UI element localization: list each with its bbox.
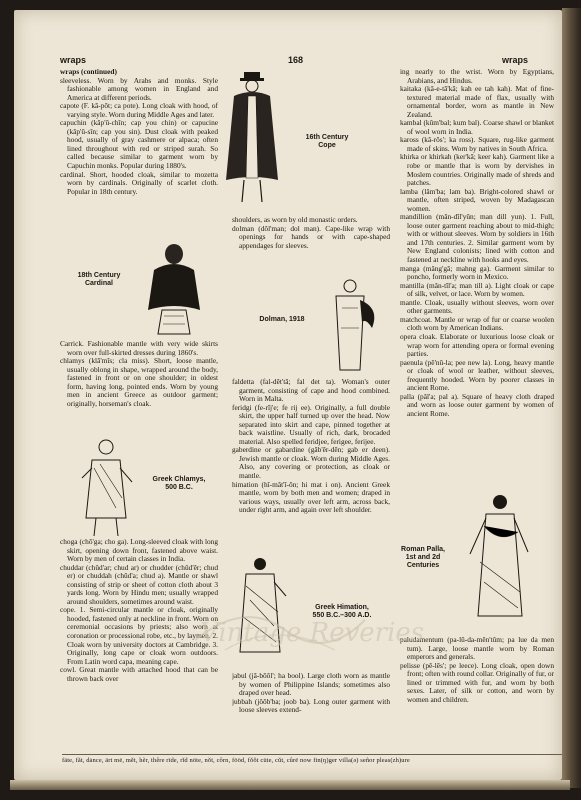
entry-opera-cloak: opera cloak. Elaborate or luxurious loose cloak or wrap worn for attending opera or formal evening parties. <box>400 331 554 359</box>
column-2-top <box>232 216 390 268</box>
entry-mandillion: mandillion (măn-dĭl'yŭn; man dill yun). 1. Full, loose outer garment reaching about to mid-thigh; with or without sleeves. Worn by soldiers in 16th and 17th centuries. 2. Similar garment worn by New England colonists; lined with cotton and fastened at neckline with hooks and eyes. <box>400 212 554 265</box>
entry-cowl: cowl. Great mantle with attached hood that can be thrown back over <box>60 665 218 683</box>
chlamys-illustration <box>70 438 140 538</box>
column-2-middle <box>232 378 390 562</box>
entry-choga: choga (chō'ga; cho ga). Long-sleeved cloak with long skirt, opening down front, fastened above waist. Worn by men of certain classes in India. <box>60 538 218 564</box>
entry-cowl-cont: shoulders, as worn by old monastic orders. <box>232 216 358 224</box>
book-page <box>14 10 562 780</box>
page-number: 168 <box>288 55 304 65</box>
entry-jabul: jabul (jā-bōōl'; ha bool). Large cloth worn as mantle by women of Philippine Islands; sometimes also draped over head. <box>232 672 390 698</box>
page-bottom-edge <box>10 780 570 790</box>
column-3-top <box>400 68 554 496</box>
caption-palla: Roman Palla, 1st and 2d Centuries <box>401 546 445 569</box>
entry-capuchin: capuchin (kăp'ū-chĭn; cap you chin) or capucine (kăp'ū-sĭn; cap you sin). Dust cloak with peaked hood, usually of gray cashmere or alpaca; often lined throughout with red or striped surah. So called because similar to garment worn by Capuchin monks. Popular during 1880's. <box>60 118 218 171</box>
entry-kambal: kambal (kŭm'bal; kum bal). Coarse shawl or blanket of wool worn in India. <box>400 118 554 136</box>
column-1-top <box>60 68 218 244</box>
caption-dolman: Dolman, 1918 <box>259 316 305 323</box>
book-spine-edge <box>562 8 581 788</box>
entry-capote: capote (F. kā-pōt; ca pote). Long cloak with hood, of varying style. Worn during Middle Ages and later. <box>60 101 218 119</box>
entry-matchcoat: matchcoat. Mantle or wrap of fur or coarse woolen cloth worn by American Indians. <box>400 314 554 333</box>
caption-chlamys: Greek Chlamys, 500 B.C. <box>152 476 206 491</box>
column-2-bottom <box>232 672 390 732</box>
dolman-illustration <box>316 278 386 378</box>
entry-text: sleeveless. Worn by Arabs and monks. Style fashionable among women in England and America at different periods. <box>60 75 218 102</box>
entry-pelisse: pelisse (pĕ-lēs'; pe leece). Long cloak, open down front; often with round collar. Originally of fur, or lined or trimmed with fur, and worn by both sexes. Later, of silk or cotton, and worn by women and children. <box>400 660 554 704</box>
entry-paenula: paenula (pē'nū-la; pee new la). Long, heavy mantle or cloak of wool or leather, without sleeves, frequently hooded. Worn by poorer classes in ancient Rome. <box>400 357 554 393</box>
entry-kaitaka: kaitaka (kā-e-tā'kā; kah ee tah kah). Mat of fine-textured material made of flax, usually with ornamental border, worn as mantle in New Zealand. <box>400 84 554 119</box>
column-1-middle <box>60 340 218 452</box>
entry-himation: himation (hĭ-măt'ĭ-ŏn; hi mat i on). Ancient Greek mantle, worn by both men and women; draped in various ways, usually over left arm, across back, under right arm, and again over left shoulder. <box>232 479 390 515</box>
entry-lamba: lamba (lăm'ba; lam ba). Bright-colored shawl or mantle, often striped, woven by Madagascan women. <box>400 186 554 213</box>
watermark-logo: Vintage Reveries <box>200 618 425 648</box>
entry-paludamentum: paludamentum (pa-lū-da-mĕn'tŭm; pa lue da men tum). Large, loose mantle worn by Roman emperors and generals. <box>400 636 554 662</box>
left-guide-word: wraps <box>60 55 87 65</box>
entry-palla: palla (păl'a; pal a). Square of heavy cloth draped and worn as loose outer garment by women of ancient Rome. <box>400 391 554 418</box>
entry-chlamys: chlamys (klā'mĭs; cla miss). Short, loose mantle, usually oblong in shape, wrapped around the body, fastened in front or on one shoulder; in oldest form, having long, pointed ends. Worn by young men in ancient Greece as outdoor garment; originally, horseman's cloak. <box>60 356 218 408</box>
cardinal-illustration <box>134 240 214 336</box>
entry-jubbah: jubbah (jŏŏb'ba; joob ba). Long outer garment with loose sleeves extend- <box>232 696 390 715</box>
column-3-bottom <box>400 636 554 748</box>
entry-mantle: mantle. Cloak, usually without sleeves, worn over other garments. <box>400 297 554 316</box>
entry-feridgi: feridgi (fe-rĭj'e; fe rij ee). Originally, a full double skirt, the upper half turned up over the head. Now separated into skirt and cape, pinned together at back waistline. Usually of rich, dark, brocaded material. Also spelled feridjee, ferigee, ferijee. <box>232 402 390 446</box>
cope-illustration <box>220 70 284 208</box>
entry-faldetta: faldetta (fal-dĕt'tā; fal det ta). Woman's outer garment, consisting of cape and hood combined. Worn in Malta. <box>232 378 390 404</box>
caption-himation: Greek Himation, 550 B.C.–300 A.D. <box>312 604 372 619</box>
entry-cope: cope. 1. Semi-circular mantle or cloak, originally hooded, fastened only at neckline in front. Worn on ceremonial occasions by priests; also worn at coronation or processional robe, etc., by laymen. 2. Cloak worn by university doctors at Cambridge. 3. Originally, long cape or cloak worn outdoors. From Latin word capa, meaning cape. <box>60 605 218 666</box>
entry-carrick: Carrick. Fashionable mantle with very wide skirts worn over full-skirted dresses during 1860's. <box>60 340 218 357</box>
entry-gaberdine: gaberdine or gabardine (găb'ẽr-dēn; gab er deen). Jewish mantle or cloak. Worn during Middle Ages. Also, any covering or protection, as cloak or mantle. <box>232 445 390 481</box>
entry-khirka: khirka or khirkah (ker'kā; keer kah). Garment like a robe or mantle that is worn by dervishes in Moslem countries. Originally made of shreds and patches. <box>400 152 554 188</box>
section-subheading: wraps (continued) <box>60 68 117 76</box>
entry-dolman: dolman (dŏl'man; dol man). Cape-like wrap with openings for hands or with cape-shaped appendages for sleeves. <box>232 223 390 250</box>
entry-cardinal: cardinal. Short, hooded cloak, similar to mozetta worn by cardinals. Originally of scarlet cloth. Popular in 18th century. <box>60 169 218 196</box>
caption-cope: 16th Century Cope <box>305 134 349 149</box>
palla-illustration <box>460 492 540 624</box>
caption-cardinal: 18th Century Cardinal <box>77 272 121 287</box>
entry-mantilla: mantilla (măn-tĭl'a; man till a). Light cloak or cape of silk, velvet, or lace. Worn by women. <box>400 280 554 299</box>
right-guide-word: wraps <box>502 55 529 65</box>
entry-chuddar: chuddar (chŭd'ar; chud ar) or chudder (chŭd'ẽr; chud er) or chuddah (chŭd'a; chud a). Mantle or shawl consisting of strip or sheet of cotton cloth about 3 yards long. Worn by Hindu men; usually wrapped around shoulders, sometimes around waist. <box>60 562 218 606</box>
pronunciation-key-footer: fāte, făt, dȧnce, ärt mē, mĕt, hẽr, thêre rīde, rĭd nōte, nŏt, côrn, fōōd, fŏŏt cūte, cŭt, cûrë now fin(ŋ)ger villa(ə) señor pleas(zh)ure <box>62 754 562 764</box>
entry-manga: manga (măng'gā; mahng ga). Garment similar to poncho, formerly worn in Mexico. <box>400 263 554 282</box>
entry-jubbah-cont: ing nearly to the wrist. Worn by Egyptians, Arabians, and Hindus. <box>400 68 554 85</box>
entry-kaross: kaross (kă-rŏs'; ka ross). Square, rug-like garment made of skins. Worn by natives in South Africa. <box>400 135 554 153</box>
